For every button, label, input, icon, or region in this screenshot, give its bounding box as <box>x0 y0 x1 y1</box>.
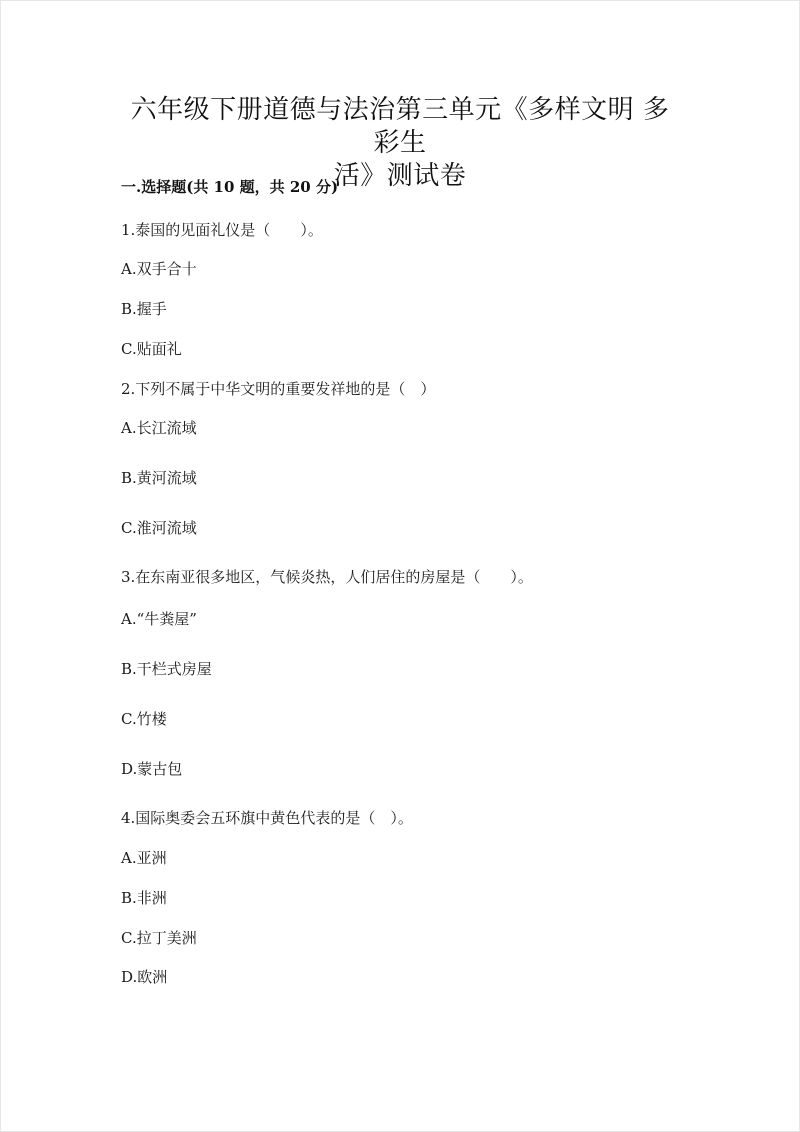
question-3-option-b: B.干栏式房屋 <box>121 660 212 678</box>
section-heading: 一.选择题(共 10 题，共 20 分) <box>121 178 339 196</box>
question-3-option-c: C.竹楼 <box>121 710 167 728</box>
question-4-option-b: B.非洲 <box>121 889 167 907</box>
question-3-stem: 3.在东南亚很多地区，气候炎热，人们居住的房屋是（ ）。 <box>121 568 533 586</box>
question-4-option-d: D.欧洲 <box>121 968 168 986</box>
question-2-option-b: B.黄河流域 <box>121 469 197 487</box>
question-1-option-b: B.握手 <box>121 300 167 318</box>
question-4-option-a: A.亚洲 <box>121 849 167 867</box>
question-2-option-a: A.长江流域 <box>121 419 197 437</box>
question-3-option-a: A.“牛粪屋” <box>121 610 197 628</box>
question-1-stem: 1.泰国的见面礼仪是（ ）。 <box>121 221 323 239</box>
question-2-option-c: C.淮河流域 <box>121 519 197 537</box>
question-1-option-a: A.双手合十 <box>121 260 197 278</box>
document-title-line-1: 六年级下册道德与法治第三单元《多样文明 多彩生 <box>130 95 670 158</box>
question-1-option-c: C.贴面礼 <box>121 340 182 358</box>
question-4-option-c: C.拉丁美洲 <box>121 929 197 947</box>
question-3-option-d: D.蒙古包 <box>121 760 183 778</box>
question-4-stem: 4.国际奥委会五环旗中黄色代表的是（ ）。 <box>121 809 413 827</box>
question-2-stem: 2.下列不属于中华文明的重要发祥地的是（ ） <box>121 380 436 398</box>
document-title-line-2: 活》测试卷 <box>333 161 467 191</box>
